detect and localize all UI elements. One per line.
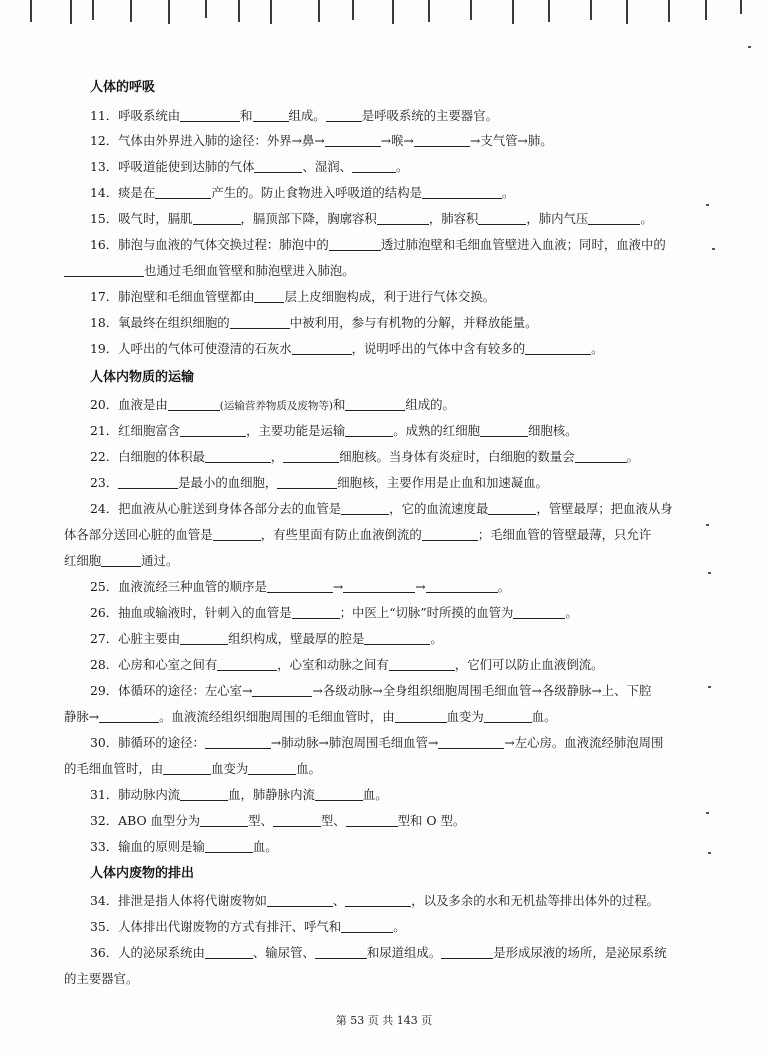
answer-blank[interactable]	[180, 424, 246, 437]
question-23: 23． 是最小的血细胞， 细胞核，主要作用是止血和加速凝血。	[90, 475, 548, 490]
answer-blank[interactable]	[345, 894, 411, 907]
scan-edge-marks	[0, 0, 768, 30]
answer-blank[interactable]	[213, 528, 261, 541]
answer-blank[interactable]	[345, 398, 405, 411]
answer-blank[interactable]	[205, 840, 253, 853]
question-32: 32．ABO 血型分为 型、 型、 型和 O 型。	[90, 813, 466, 828]
answer-blank[interactable]	[248, 762, 296, 775]
answer-blank[interactable]	[155, 186, 211, 199]
answer-blank[interactable]	[484, 710, 532, 723]
answer-blank[interactable]	[99, 710, 159, 723]
question-31: 31．肺动脉内流 血，肺静脉内流 血。	[90, 787, 388, 802]
answer-blank[interactable]	[377, 212, 429, 225]
question-29-continued: 静脉→ 。血液流经组织细胞周围的毛细血管时，由 血变为 血。	[64, 709, 557, 724]
question-26: 26．抽血或输液时，针刺入的血管是 ；中医上“切脉”时所摸的血管为 。	[90, 605, 578, 620]
question-17: 17．肺泡壁和毛细血管壁都由 层上皮细胞构成，利于进行气体交换。	[90, 289, 496, 304]
question-16: 16．肺泡与血液的气体交换过程：肺泡中的 透过肺泡壁和毛细血管壁进入血液；同时，血液中的	[90, 237, 666, 252]
answer-blank[interactable]	[414, 134, 470, 147]
question-24: 24．把血液从心脏送到身体各部分去的血管是 ，它的血流速度最 ，管壁最厚；把血液从身	[90, 501, 673, 516]
question-19: 19．人呼出的气体可使澄清的石灰水 ，说明呼出的气体中含有较多的 。	[90, 341, 604, 356]
answer-blank[interactable]	[101, 554, 141, 567]
answer-blank[interactable]	[329, 238, 381, 251]
section-heading-transport: 人体内物质的运输	[90, 370, 195, 385]
answer-blank[interactable]	[389, 658, 455, 671]
question-27: 27．心脏主要由 组织构成，壁最厚的腔是 。	[90, 631, 443, 646]
answer-blank[interactable]	[341, 920, 393, 933]
answer-blank[interactable]	[478, 212, 526, 225]
answer-blank[interactable]	[325, 134, 381, 147]
question-20: 20．血液是由 (运输营养物质及废物等)和 组成的。	[90, 397, 455, 412]
question-35: 35．人体排出代谢废物的方式有排汗、呼气和 。	[90, 919, 406, 934]
answer-blank[interactable]	[315, 788, 363, 801]
answer-blank[interactable]	[364, 632, 430, 645]
question-12: 12．气体由外界进入肺的途径：外界→鼻→ →喉→ →支气管→肺。	[90, 133, 553, 148]
answer-blank[interactable]	[163, 762, 211, 775]
question-16-continued: 也通过毛细血管壁和肺泡壁进入肺泡。	[64, 263, 355, 279]
answer-blank[interactable]	[315, 946, 367, 959]
question-36: 36．人的泌尿系统由 、输尿管、 和尿道组成。 是形成尿液的场所，是泌尿系统	[90, 945, 667, 960]
answer-blank[interactable]	[283, 450, 339, 463]
answer-blank[interactable]	[352, 160, 396, 173]
answer-blank[interactable]	[575, 450, 627, 463]
answer-blank[interactable]	[346, 814, 398, 827]
answer-blank[interactable]	[180, 632, 228, 645]
answer-blank[interactable]	[64, 264, 144, 277]
answer-blank[interactable]	[267, 580, 333, 593]
answer-blank[interactable]	[292, 342, 352, 355]
question-30: 30．肺循环的途径： →肺动脉→肺泡周围毛细血管→ →左心房。血液流经肺泡周围	[90, 735, 664, 750]
answer-blank[interactable]	[193, 212, 241, 225]
answer-blank[interactable]	[326, 109, 362, 122]
answer-blank[interactable]	[480, 424, 528, 437]
question-24-continued-2: 红细胞 通过。	[64, 553, 179, 568]
answer-blank[interactable]	[341, 502, 389, 515]
answer-blank[interactable]	[180, 788, 228, 801]
answer-blank[interactable]	[273, 814, 321, 827]
answer-blank[interactable]	[205, 450, 271, 463]
question-34: 34．排泄是指人体将代谢废物如 、 ，以及多余的水和无机盐等排出体外的过程。	[90, 893, 660, 908]
question-15: 15．吸气时，膈肌 ，膈顶部下降，胸廓容积 ，肺容积 ，肺内气压 。	[90, 211, 653, 226]
question-24-continued: 体各部分送回心脏的血管是 ，有些里面有防止血液倒流的 ；毛细血管的管壁最薄，只允许	[64, 527, 652, 542]
answer-blank[interactable]	[422, 186, 502, 199]
answer-blank[interactable]	[525, 342, 591, 355]
page-number-footer: 第 53 页 共 143 页	[335, 1014, 433, 1027]
question-11: 11．呼吸系统由 和 组成。 是呼吸系统的主要器官。	[90, 108, 498, 123]
answer-blank[interactable]	[438, 736, 504, 749]
section-heading-excretion: 人体内废物的排出	[90, 866, 195, 881]
answer-blank[interactable]	[395, 710, 447, 723]
answer-blank[interactable]	[343, 580, 415, 593]
answer-blank[interactable]	[217, 658, 277, 671]
answer-blank[interactable]	[345, 424, 393, 437]
answer-blank[interactable]	[441, 946, 493, 959]
question-18: 18．氧最终在组织细胞的 中被利用，参与有机物的分解，并释放能量。	[90, 315, 538, 330]
question-28: 28．心房和心室之间有 ，心室和动脉之间有 ，它们可以防止血液倒流。	[90, 657, 604, 672]
question-30-continued: 的毛细血管时，由 血变为 血。	[64, 761, 322, 776]
answer-blank[interactable]	[230, 316, 290, 329]
question-14: 14．痰是在 产生的。防止食物进入呼吸道的结构是 。	[90, 185, 515, 200]
answer-blank[interactable]	[422, 528, 478, 541]
answer-blank[interactable]	[252, 684, 312, 697]
answer-blank[interactable]	[253, 109, 289, 122]
question-21: 21．红细胞富含 ，主要功能是运输 。成熟的红细胞 细胞核。	[90, 423, 578, 438]
section-heading-respiration: 人体的呼吸	[90, 80, 156, 95]
answer-blank[interactable]	[277, 476, 337, 489]
answer-blank[interactable]	[267, 894, 333, 907]
answer-blank[interactable]	[513, 606, 565, 619]
answer-blank[interactable]	[426, 580, 498, 593]
answer-blank[interactable]	[254, 290, 284, 303]
answer-blank[interactable]	[200, 814, 248, 827]
question-13: 13．呼吸道能使到达肺的气体 、湿润、 。	[90, 159, 409, 174]
question-36-continued: 的主要器官。	[64, 971, 139, 986]
question-29: 29．体循环的途径：左心室→ →各级动脉→全身组织细胞周围毛细血管→各级静脉→上、下腔	[90, 683, 652, 698]
answer-blank[interactable]	[254, 160, 302, 173]
question-25: 25．血液流经三种血管的顺序是 → → 。	[90, 579, 511, 594]
answer-blank[interactable]	[168, 398, 220, 411]
answer-blank[interactable]	[292, 606, 340, 619]
answer-blank[interactable]	[205, 736, 271, 749]
question-33: 33．输血的原则是输 血。	[90, 839, 278, 854]
answer-blank[interactable]	[118, 476, 178, 489]
answer-blank[interactable]	[180, 109, 240, 122]
answer-blank[interactable]	[205, 946, 253, 959]
question-22: 22．白细胞的体积最 ， 细胞核。当身体有炎症时，白细胞的数量会 。	[90, 449, 640, 464]
answer-blank[interactable]	[488, 502, 536, 515]
answer-blank[interactable]	[588, 212, 640, 225]
